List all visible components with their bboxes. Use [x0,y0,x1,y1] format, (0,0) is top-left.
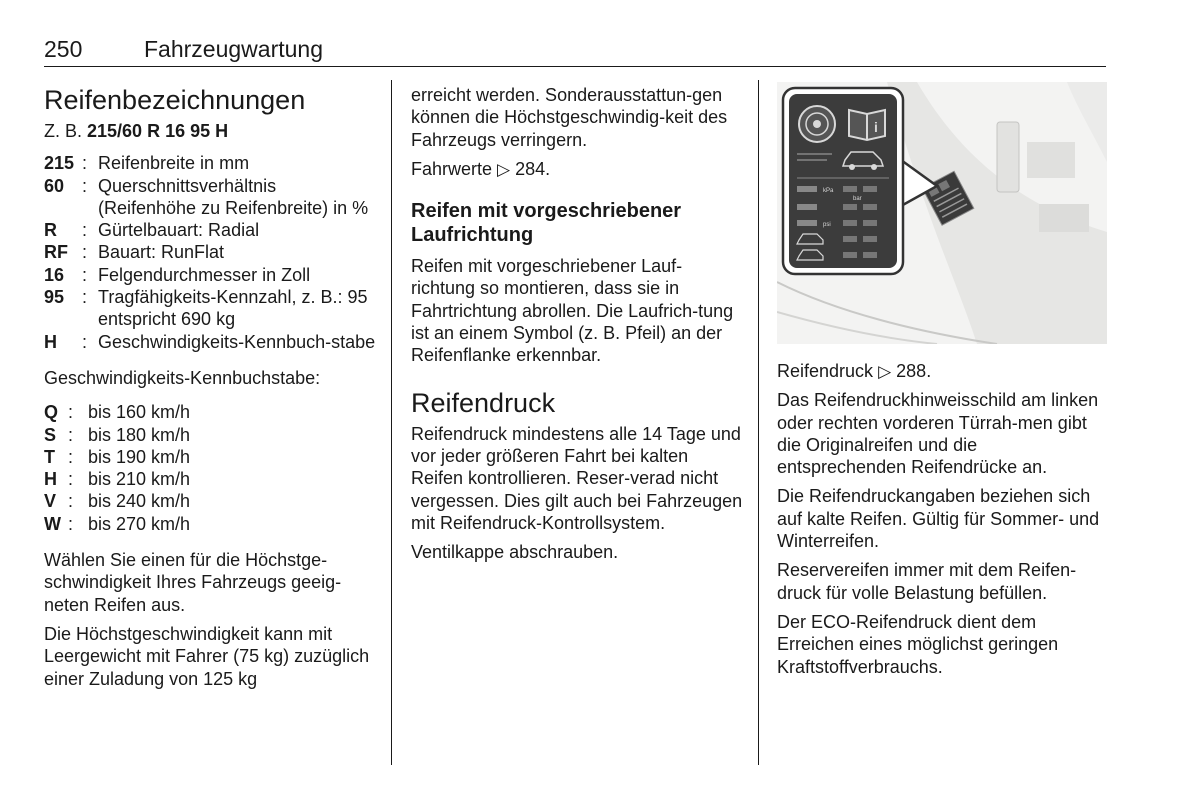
info-icon: i [874,119,878,135]
heading-reifenbezeichnungen: Reifenbezeichnungen [44,85,306,115]
speed-row: H : bis 210 km/h [44,468,376,490]
speed-value: bis 240 km/h [88,491,191,512]
code-value: Reifenbreite in mm [98,153,250,174]
code-key: RF [44,242,68,263]
speed-row: S : bis 180 km/h [44,424,376,446]
code-def-row: 215 : Reifenbreite in mm [44,152,376,174]
label-kpa: kPa [823,188,834,194]
arrow-icon: ▷ [878,362,892,381]
speed-value: bis 270 km/h [88,513,191,534]
code-def-row: 60 : Querschnittsverhältnis (Reifenhöhe zu Reifenbreite) in % [44,175,376,220]
paragraph-ventilkappe: Ventilkappe abschrauben. [411,542,619,563]
code-key: 60 [44,175,65,196]
ref-page: 284. [515,158,551,179]
code-def-row: R : Gürtelbauart: Radial [44,219,376,241]
paragraph-reservereifen: Reservereifen immer mit dem Reifen-druck für volle Belastung befüllen. [777,560,1077,603]
paragraph-hoechstgeschwindigkeit: Die Höchstgeschwindigkeit kann mit Leergewicht mit Fahrer (75 kg) zuzüglich einer Zuladung von 125 kg [44,623,370,689]
code-key: H [44,331,57,352]
code-def-row: RF : Bauart: RunFlat [44,241,376,263]
speed-row: Q : bis 160 km/h [44,401,376,423]
paragraph-continued: erreicht werden. Sonderausstattun-gen können die Höchstgeschwindig-keit des Fahrzeugs verringern. [411,85,728,150]
code-value: Felgendurchmesser in Zoll [98,264,311,285]
code-key: 215 [44,153,75,174]
speed-row: W : bis 270 km/h [44,513,376,535]
code-def-row: 16 : Felgendurchmesser in Zoll [44,264,376,286]
page-number: 250 [44,36,83,62]
section-title: Fahrzeugwartung [144,36,323,62]
speed-key: Q [44,402,59,423]
speed-value: bis 210 km/h [88,469,191,490]
ref-text: Fahrwerte [411,158,493,179]
speed-value: bis 160 km/h [88,402,191,423]
code-value: Tragfähigkeits-Kennzahl, z. B.: 95 entspricht 690 kg [98,287,368,330]
code-value: Querschnittsverhältnis (Reifenhöhe zu Reifenbreite) in % [98,175,369,218]
speed-row: T : bis 190 km/h [44,446,376,468]
paragraph-reifenwahl: Wählen Sie einen für die Höchstge-schwindigkeit Ihres Fahrzeugs geeig-neten Reifen aus. [44,550,342,615]
cross-reference[interactable] [777,360,1107,383]
code-key: R [44,220,57,241]
ref-page: 288. [896,361,932,381]
example-prefix: Z. B. [44,121,88,141]
column-2 [411,84,743,570]
speed-key: T [44,446,55,467]
column-divider [758,80,759,765]
code-def-row: H : Geschwindigkeits-Kennbuch-stabe [44,331,376,352]
column-1 [44,84,376,697]
speed-key: W [44,513,61,534]
subheading-laufrichtung: Reifen mit vorgeschriebener Laufrichtung [411,200,682,247]
code-def-row: 95 : Tragfähigkeits-Kennzahl, z. B.: 95 entspricht 690 kg [44,286,376,331]
example-code: 215/60 R 16 95 H [87,121,229,141]
code-key: 16 [44,264,65,285]
speed-list [44,401,376,535]
heading-reifendruck: Reifendruck [411,387,556,418]
speed-value: bis 180 km/h [88,424,191,445]
code-value: Geschwindigkeits-Kennbuch-stabe [98,331,376,352]
paragraph-eco: Der ECO-Reifendruck dient dem Erreichen eines möglichst geringen Kraftstoffverbrauchs. [777,611,1059,677]
tire-pressure-label-figure [777,82,1107,344]
paragraph-reifendruck: Reifendruck mindestens alle 14 Tage und vor jeder größeren Fahrt bei kalten Reifen kontrollieren. Reser-verad nicht vergessen. Dies gilt auch bei Fahrzeugen mit Reifendruck-Kontrollsystem. [411,423,743,533]
page-header [44,34,1106,67]
speed-row: V : bis 240 km/h [44,490,376,512]
column-divider [391,80,392,765]
cross-reference[interactable] [411,158,743,181]
speed-intro: Geschwindigkeits-Kennbuchstabe: [44,367,321,388]
example-line [44,120,376,142]
ref-text: Reifendruck [777,361,874,381]
paragraph-hinweisschild: Das Reifendruckhinweisschild am linken oder rechten vorderen Türrah-men gibt die Originalreifen und die entsprechenden Reifendrücke an. [777,390,1099,478]
code-definitions [44,152,376,353]
code-value: Gürtelbauart: Radial [98,220,260,241]
speed-key: H [44,469,57,490]
paragraph-laufrichtung: Reifen mit vorgeschriebener Lauf-richtung so montieren, dass sie in Fahrtrichtung abrollen. Die Laufrich-tung ist an einem Symbol (z. B. Pfeil) an der Reifenflanke erkennbar. [411,256,734,366]
speed-key: V [44,491,57,512]
arrow-icon: ▷ [497,159,511,179]
column-3 [777,84,1107,685]
speed-key: S [44,424,57,445]
code-value: Bauart: RunFlat [98,242,225,263]
speed-value: bis 190 km/h [88,446,191,467]
label-psi: psi [823,222,831,228]
label-bar: bar [853,196,862,202]
code-key: 95 [44,287,65,308]
paragraph-kalte-reifen: Die Reifendruckangaben beziehen sich auf kalte Reifen. Gültig für Sommer- und Winterreifen. [777,486,1100,552]
door-frame-illustration [777,82,1107,344]
